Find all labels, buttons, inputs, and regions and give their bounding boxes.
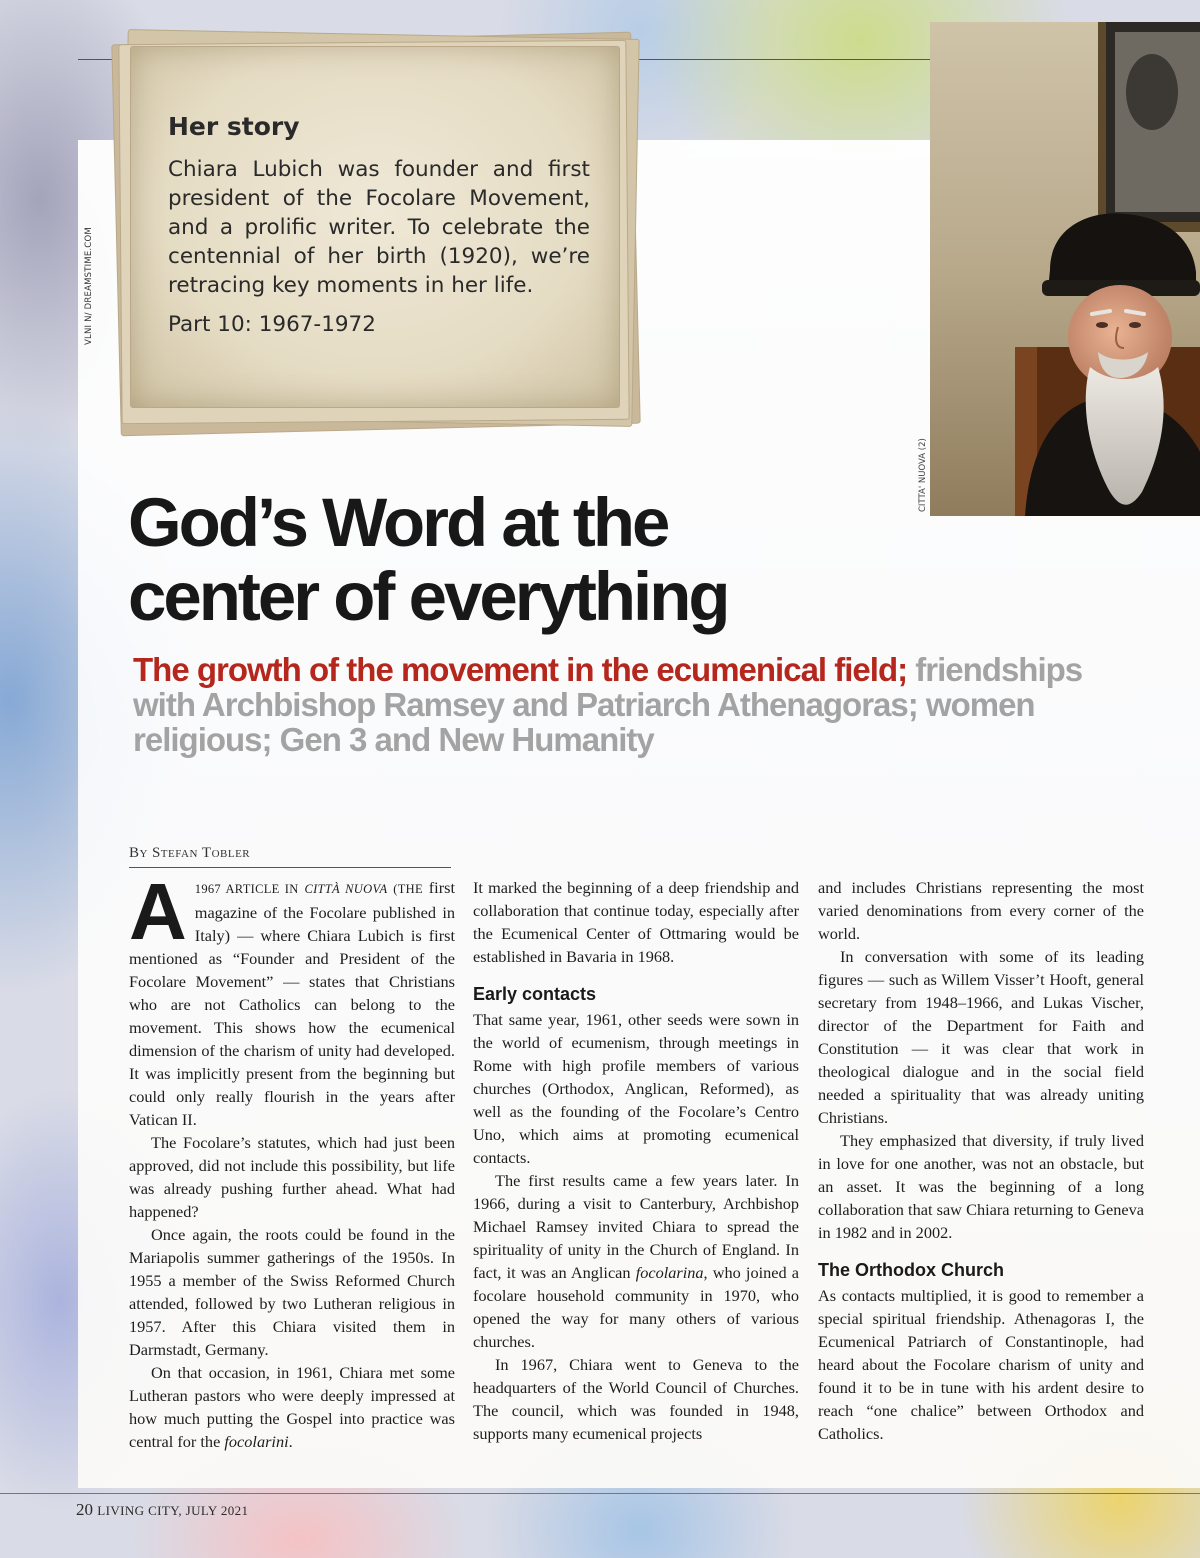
paragraph: [129, 1361, 455, 1453]
paragraph: As contacts multiplied, it is good to remember a special spiritual friendship. Athenagoras I, the Ecumenical Patriarch of Constantinople, had heard about the Focolare charism of unity and found it to be in tune with his ardent desire to reach “one chalice” between Orthodox and Catholics.: [818, 1286, 1144, 1443]
subhead-orthodox-church: The Orthodox Church: [818, 1260, 1004, 1280]
patriarch-photo: [930, 22, 1200, 516]
drop-cap: A: [129, 867, 187, 956]
paragraph: [129, 867, 455, 1131]
italic-term: focolarina: [635, 1263, 704, 1282]
article-headline: [128, 486, 988, 634]
her-story-sidebar: [118, 32, 638, 434]
deck-red: The growth of the movement in the ecumenical field;: [133, 651, 908, 688]
bottom-rule: [0, 1493, 1200, 1494]
article-column-2: [473, 876, 799, 1445]
paragraph: The Focolare’s statutes, which had just been approved, did not include this possibility, but life was already pushing further ahead. What had happened?: [129, 1133, 455, 1221]
article-column-3: [818, 876, 1144, 1445]
byline: [129, 845, 451, 868]
deck-gray: friendships with Archbishop Ramsey and Patriarch Athenagoras; women religious; Gen 3 and New Humanity: [133, 651, 1083, 758]
paragraph-end: .: [288, 1432, 293, 1451]
photo-credit-left: VLNI N/ DREAMSTIME.COM: [84, 227, 94, 345]
folio: [76, 1500, 248, 1520]
headline-line-2: center of everything: [128, 558, 728, 635]
paragraph: That same year, 1961, other seeds were sown in the world of ecumenism, through meetings in Rome with high profile members of various churches (Orthodox, Anglican, Reformed), as well as the founding of the Focolare’s Centro Uno, which aims at promoting ecumenical contacts.: [473, 1010, 799, 1167]
paragraph: They emphasized that diversity, if truly lived in love for one another, was not an obstacle, but an asset. It was the beginning of a long collaboration that saw Chiara returning to Geneva in 1982 and in 2002.: [818, 1131, 1144, 1242]
photo-credit-right: CITTA' NUOVA (2): [918, 438, 928, 512]
paragraph-text: On that occasion, in 1961, Chiara met some Lutheran pastors who were deeply impressed at how much putting the Gospel into practice was central for the: [129, 1363, 455, 1451]
article-deck: [133, 652, 1113, 757]
paragraph-text-end: , who joined a focolare household community in 1970, who opened the way for many others of various churches.: [473, 1263, 799, 1351]
lead-in-italic: CITTÀ NUOVA: [304, 882, 388, 896]
paragraph: Once again, the roots could be found in the Mariapolis summer gatherings of the 1950s. In 1955 a member of the Swiss Reformed Church attended, followed by two Lutheran religious in 1957. After this Chiara visited them in Darmstadt, Germany.: [129, 1225, 455, 1359]
byline-prefix: By: [129, 845, 148, 861]
italic-term: focolarini: [224, 1432, 289, 1451]
subhead-early-contacts: Early contacts: [473, 984, 597, 1004]
paragraph: [473, 1169, 799, 1353]
byline-author: Stefan Tobler: [151, 845, 251, 861]
sidebar-body: Chiara Lubich was founder and first president of the Focolare Movement, and a prolific writer. To celebrate the centennial of her birth (1920), we’re retracing key moments in her life.: [168, 157, 590, 298]
lead-in-caps: 1967 ARTICLE IN: [194, 882, 299, 896]
patriarch-portrait-image: [930, 22, 1200, 516]
paragraph-text: first magazine of the Focolare published in Italy) — where Chiara Lubich is first mentioned as “Founder and President of the Focolare Movement” — states that Christians who are not Catholics can belong to the movement. This shows how the ecumenical dimension of the charism of unity had developed. It was implicitly present from the beginning but could only really flourish in the years after Vatican II.: [129, 878, 455, 1129]
lead-in-caps-end: (THE: [393, 882, 423, 896]
headline-line-1: God’s Word at the: [128, 484, 668, 561]
sidebar-text: [168, 112, 590, 337]
paragraph: It marked the beginning of a deep friendship and collaboration that continue today, especially after the Ecumenical Center of Ottmaring would be established in Bavaria in 1968.: [473, 878, 799, 966]
publication-name: LIVING CITY, JULY 2021: [97, 1503, 249, 1518]
sidebar-title: Her story: [168, 112, 300, 141]
paragraph: In conversation with some of its leading figures — such as Willem Visser’t Hooft, general secretary from 1948–1966, and Lukas Vischer, director of the Department for Faith and Constitution — it was clear that work in theological dialogue and in the social field needed a spirituality that was already uniting Christians.: [818, 947, 1144, 1127]
paragraph: In 1967, Chiara went to Geneva to the headquarters of the World Council of Churches. The council, which was founded in 1948, supports many ecumenical projects: [473, 1355, 799, 1443]
paragraph: and includes Christians representing the most varied denominations from every corner of the world.: [818, 878, 1144, 943]
sidebar-part: Part 10: 1967-1972: [168, 312, 376, 337]
paragraph-text: The first results came a few years later. In 1966, during a visit to Canterbury, Archbishop Michael Ramsey invited Chiara to spread the spirituality of unity in the Church of England. In fact, it was an Anglican: [473, 1171, 799, 1282]
article-column-1: [129, 867, 455, 1453]
page-number: 20: [76, 1500, 93, 1519]
